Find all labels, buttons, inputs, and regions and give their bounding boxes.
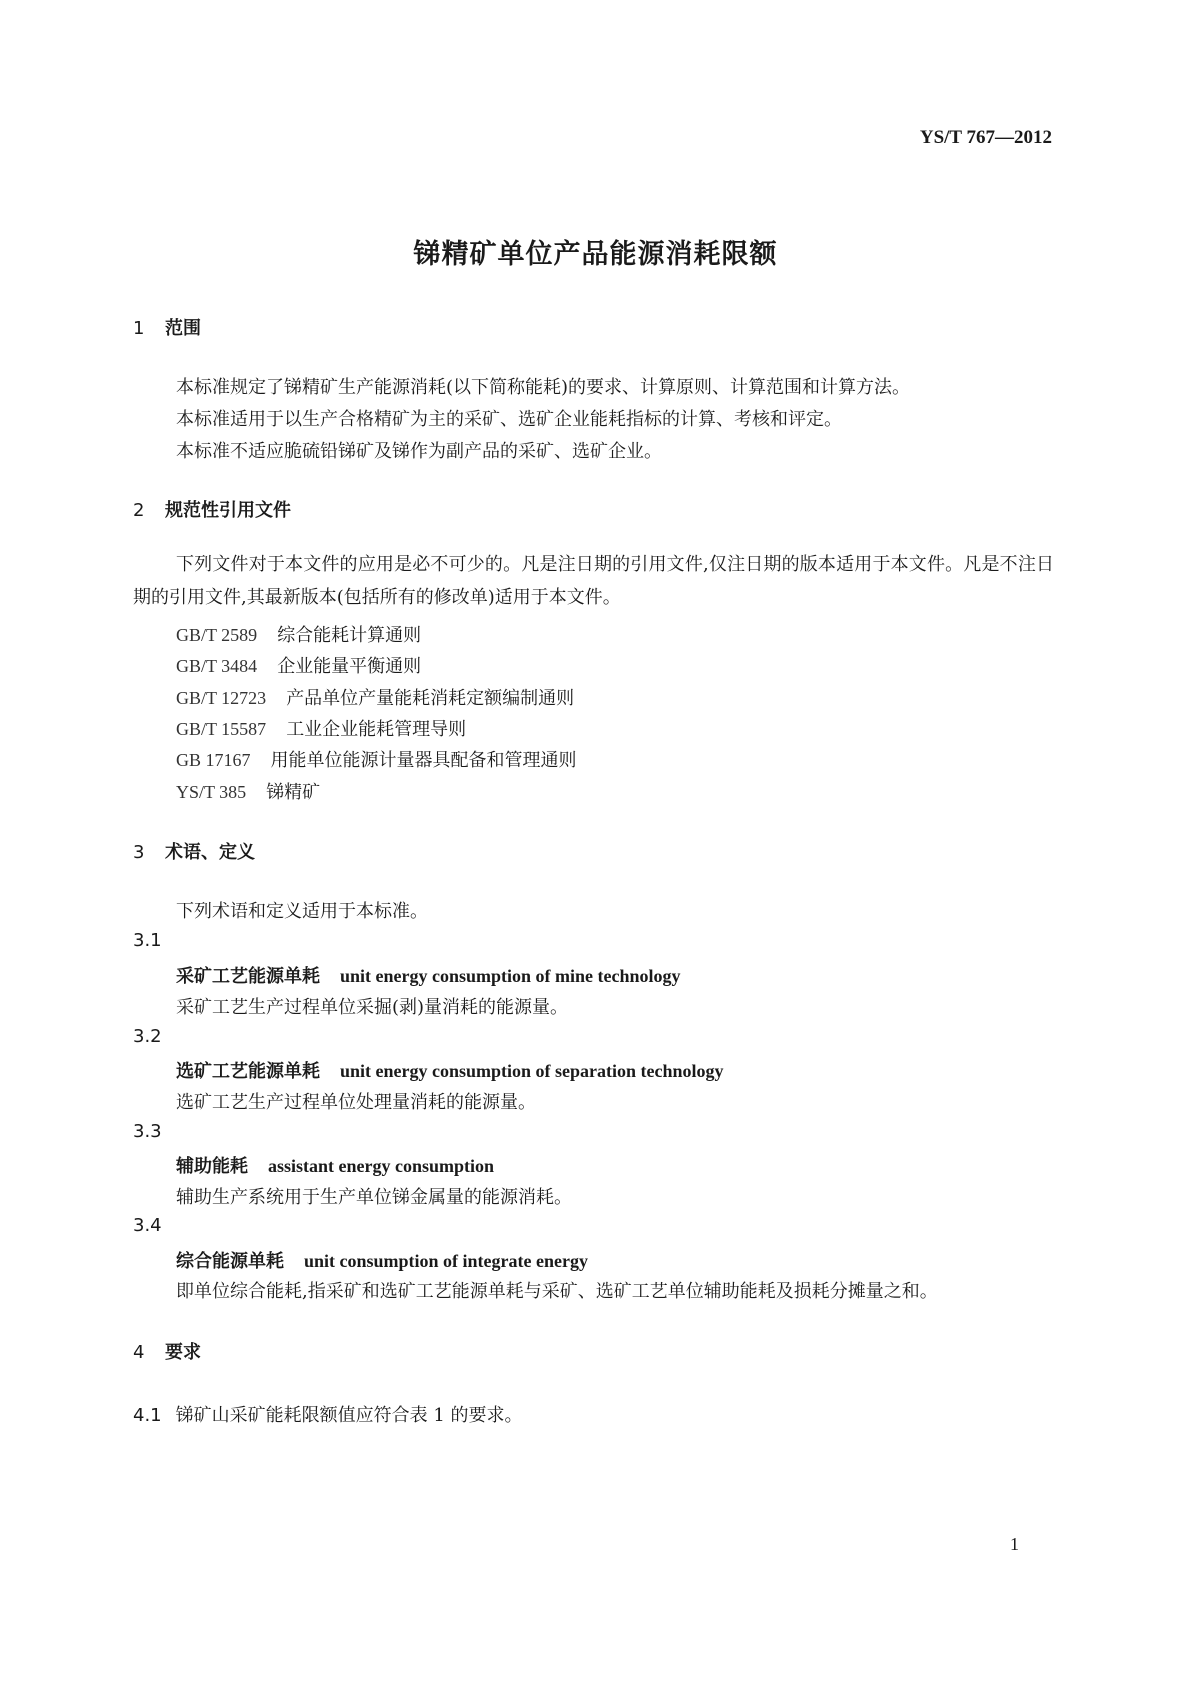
clause-number: 3.3	[133, 1121, 162, 1142]
section-1-heading	[133, 314, 201, 340]
term-zh: 综合能源单耗	[176, 1251, 284, 1272]
term-en: unit energy consumption of mine technology	[340, 966, 681, 986]
section-title: 术语、定义	[165, 842, 255, 863]
subclause-text: 锑矿山采矿能耗限额值应符合表 1 的要求。	[175, 1405, 523, 1426]
subclause-4-1	[133, 1401, 523, 1427]
term-zh: 辅助能耗	[176, 1156, 248, 1177]
term-definition: 采矿工艺生产过程单位采掘(剥)量消耗的能源量。	[176, 997, 569, 1018]
reference-item	[176, 621, 421, 647]
section-number: 3	[133, 842, 145, 863]
standard-code: YS/T 767—2012	[919, 127, 1052, 148]
term-en: assistant energy consumption	[268, 1156, 495, 1176]
term-heading	[176, 1247, 588, 1273]
term-zh: 选矿工艺能源单耗	[176, 1061, 320, 1082]
term-definition: 即单位综合能耗,指采矿和选矿工艺能源单耗与采矿、选矿工艺单位辅助能耗及损耗分摊量之和。	[176, 1281, 938, 1302]
section-2-heading	[133, 496, 291, 522]
reference-name: 用能单位能源计量器具配备和管理通则	[270, 750, 577, 771]
document-title: 锑精矿单位产品能源消耗限额	[413, 239, 778, 270]
section-title: 范围	[165, 318, 201, 339]
reference-item	[176, 684, 574, 710]
reference-code: GB/T 3484	[176, 656, 258, 676]
reference-item	[176, 715, 466, 741]
subclause-number: 4.1	[133, 1405, 162, 1426]
term-heading	[176, 962, 681, 988]
reference-item	[176, 746, 577, 772]
section-number: 2	[133, 500, 145, 521]
section-3-heading	[133, 838, 255, 864]
reference-name: 产品单位产量能耗消耗定额编制通则	[286, 688, 575, 709]
reference-code: GB/T 12723	[176, 688, 267, 708]
term-definition: 辅助生产系统用于生产单位锑金属量的能源消耗。	[176, 1187, 572, 1208]
page-number: 1	[1010, 1534, 1019, 1554]
section-4-heading	[133, 1338, 201, 1364]
term-en: unit consumption of integrate energy	[304, 1251, 588, 1271]
reference-code: GB/T 2589	[176, 625, 258, 645]
paragraph: 本标准适用于以生产合格精矿为主的采矿、选矿企业能耗指标的计算、考核和评定。	[176, 409, 842, 430]
term-heading	[176, 1057, 724, 1083]
paragraph: 下列术语和定义适用于本标准。	[176, 901, 428, 922]
section-title: 要求	[165, 1342, 201, 1363]
term-en: unit energy consumption of separation technology	[340, 1061, 724, 1081]
clause-number: 3.4	[133, 1215, 162, 1236]
section-number: 4	[133, 1342, 145, 1363]
paragraph: 下列文件对于本文件的应用是必不可少的。凡是注日期的引用文件,仅注日期的版本适用于本文件。凡是不注日期的引用文件,其最新版本(包括所有的修改单)适用于本文件。	[133, 554, 1054, 608]
reference-name: 锑精矿	[266, 782, 321, 803]
clause-number: 3.2	[133, 1026, 162, 1047]
reference-code: GB/T 15587	[176, 719, 267, 739]
paragraph: 本标准规定了锑精矿生产能源消耗(以下简称能耗)的要求、计算原则、计算范围和计算方法。	[176, 377, 911, 398]
section-title: 规范性引用文件	[165, 500, 291, 521]
reference-code: YS/T 385	[176, 782, 247, 802]
term-definition: 选矿工艺生产过程单位处理量消耗的能源量。	[176, 1092, 536, 1113]
section-number: 1	[133, 318, 145, 339]
term-heading	[176, 1152, 494, 1178]
clause-number: 3.1	[133, 930, 162, 951]
reference-name: 综合能耗计算通则	[277, 625, 422, 646]
reference-name: 工业企业能耗管理导则	[286, 719, 467, 740]
reference-item	[176, 778, 320, 804]
term-zh: 采矿工艺能源单耗	[176, 966, 320, 987]
reference-name: 企业能量平衡通则	[277, 656, 422, 677]
reference-code: GB 17167	[176, 750, 251, 770]
reference-item	[176, 652, 421, 678]
paragraph: 本标准不适应脆硫铅锑矿及锑作为副产品的采矿、选矿企业。	[176, 441, 662, 462]
